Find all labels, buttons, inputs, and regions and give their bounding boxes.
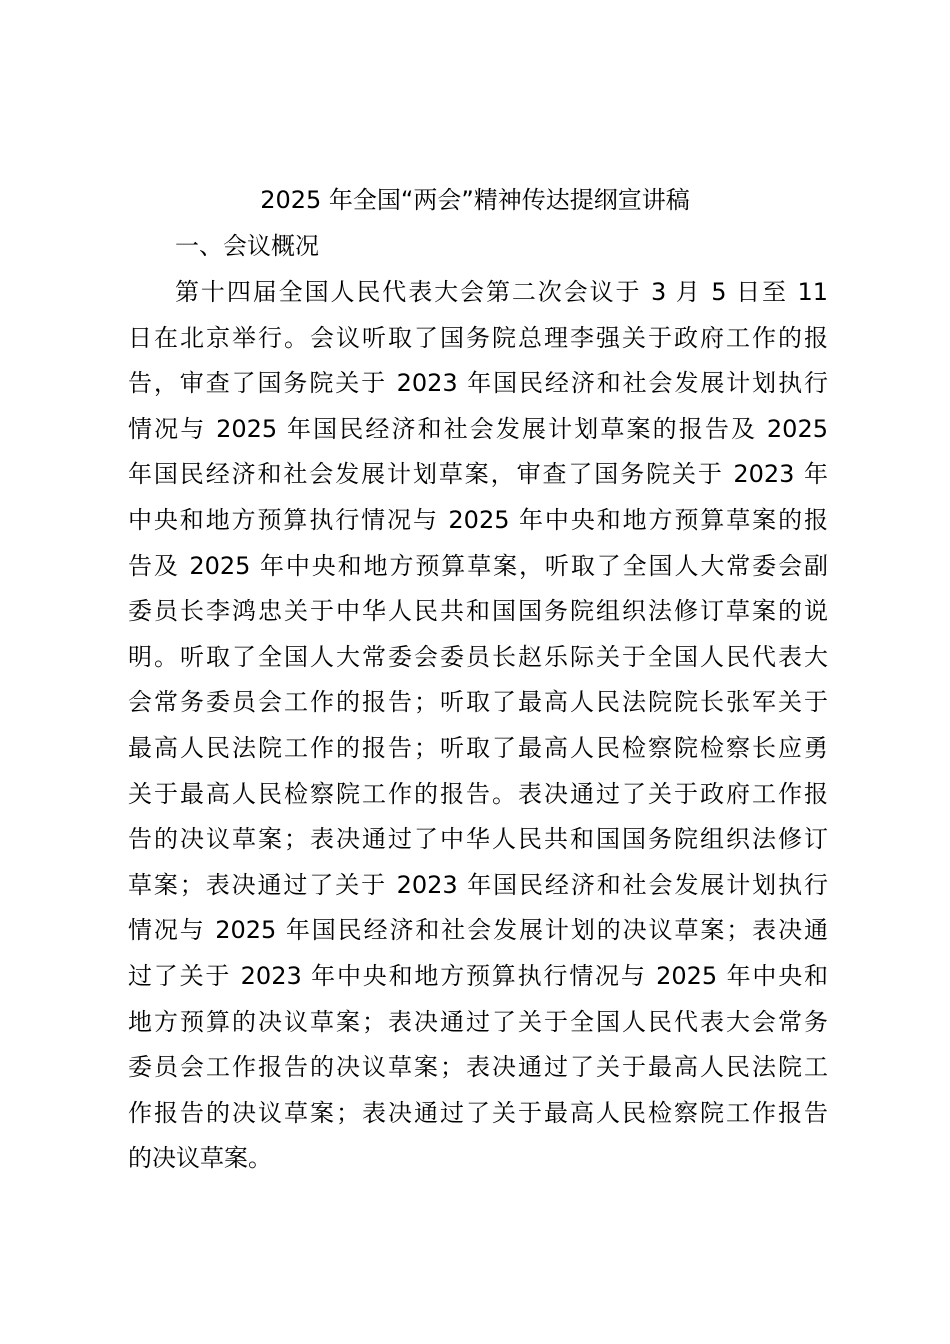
paragraph-line: 告的决议草案；表决通过了中华人民共和国国务院组织法修订	[128, 825, 828, 854]
paragraph-line: 日在北京举行。会议听取了国务院总理李强关于政府工作的报	[128, 323, 828, 352]
document-title: 2025 年全国“两会”精神传达提纲宣讲稿	[260, 186, 690, 214]
paragraph-line: 明。听取了全国人大常委会委员长赵乐际关于全国人民代表大	[128, 642, 828, 671]
paragraph-line: 地方预算的决议草案；表决通过了关于全国人民代表大会常务	[128, 1007, 828, 1036]
paragraph-line: 过了关于 2023 年中央和地方预算执行情况与 2025 年中央和	[128, 961, 828, 990]
paragraph-line: 最高人民法院工作的报告；听取了最高人民检察院检察长应勇	[128, 733, 828, 762]
paragraph-line: 中央和地方预算执行情况与 2025 年中央和地方预算草案的报	[128, 505, 828, 534]
paragraph-line: 告及 2025 年中央和地方预算草案，听取了全国人大常委会副	[128, 551, 828, 580]
paragraph-line: 的决议草案。	[128, 1144, 272, 1173]
paragraph-line: 年国民经济和社会发展计划草案，审查了国务院关于 2023 年	[128, 460, 828, 489]
paragraph-line: 情况与 2025 年国民经济和社会发展计划草案的报告及 2025	[128, 414, 828, 443]
paragraph-line: 告，审查了国务院关于 2023 年国民经济和社会发展计划执行	[128, 369, 828, 398]
paragraph-line: 会常务委员会工作的报告；听取了最高人民法院院长张军关于	[128, 688, 828, 717]
paragraph-line: 作报告的决议草案；表决通过了关于最高人民检察院工作报告	[128, 1098, 828, 1127]
paragraph-line: 第十四届全国人民代表大会第二次会议于 3 月 5 日至 11	[175, 278, 828, 306]
paragraph-line: 委员长李鸿忠关于中华人民共和国国务院组织法修订草案的说	[128, 597, 828, 626]
paragraph-line: 委员会工作报告的决议草案；表决通过了关于最高人民法院工	[128, 1053, 828, 1082]
paragraph-line: 关于最高人民检察院工作的报告。表决通过了关于政府工作报	[128, 779, 828, 808]
section-heading: 一、会议概况	[175, 232, 319, 260]
paragraph-line: 草案；表决通过了关于 2023 年国民经济和社会发展计划执行	[128, 870, 828, 899]
body-paragraph	[128, 272, 828, 1184]
paragraph-line: 情况与 2025 年国民经济和社会发展计划的决议草案；表决通	[128, 916, 828, 945]
